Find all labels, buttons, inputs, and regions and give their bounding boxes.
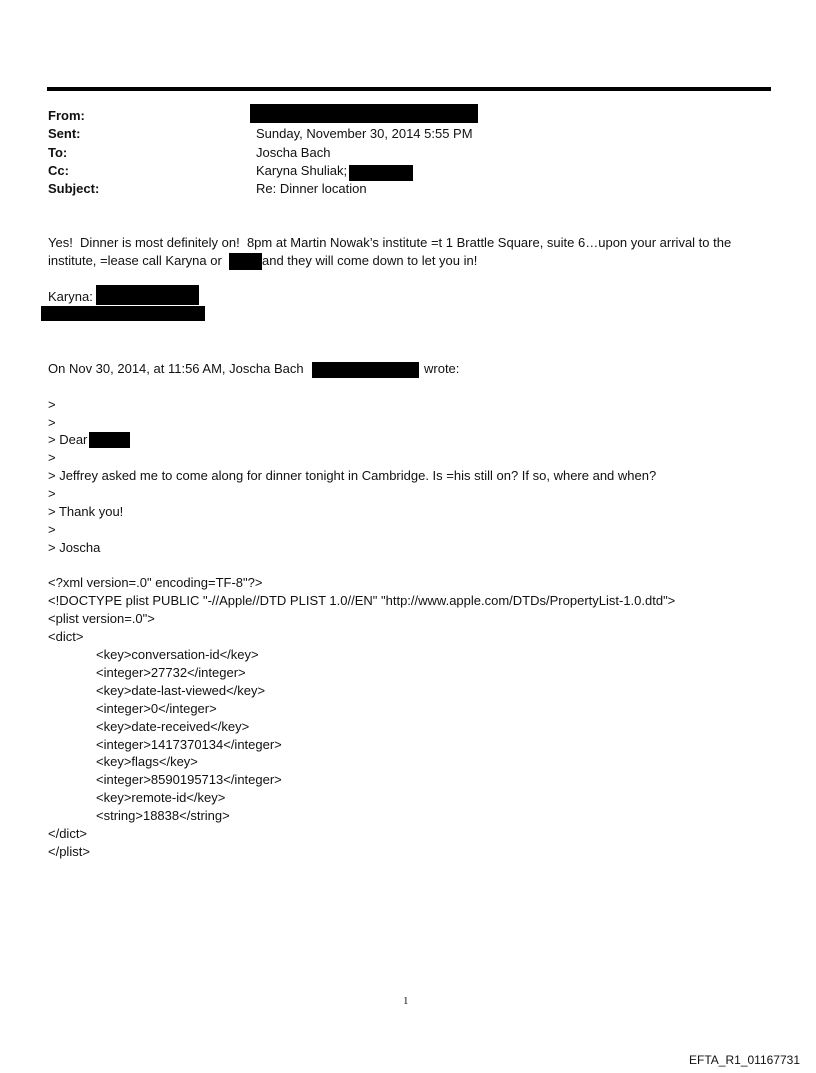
plist-line: <integer>1417370134</integer> xyxy=(96,737,282,752)
quote-line-6: > xyxy=(48,486,56,501)
plist-line: <plist version=.0"> xyxy=(48,611,155,626)
plist-line: <key>conversation-id</key> xyxy=(96,647,259,662)
body-line-2a: institute, =lease call Karyna or xyxy=(48,253,222,268)
cc-label: Cc: xyxy=(48,163,69,178)
plist-line: <integer>27732</integer> xyxy=(96,665,246,680)
plist-line: <key>remote-id</key> xyxy=(96,790,226,805)
page-number: 1 xyxy=(403,995,409,1007)
plist-line: <integer>0</integer> xyxy=(96,701,217,716)
document-id: EFTA_R1_01167731 xyxy=(689,1053,800,1067)
plist-line: <dict> xyxy=(48,629,84,644)
sent-label: Sent: xyxy=(48,126,81,141)
plist-line: <key>flags</key> xyxy=(96,754,198,769)
redaction-karyna-2 xyxy=(41,306,205,321)
redaction-dear xyxy=(89,432,130,448)
plist-line: <string>18838</string> xyxy=(96,808,230,823)
redaction-cc xyxy=(349,165,413,181)
redaction-body-name xyxy=(229,253,262,270)
plist-line: <key>date-received</key> xyxy=(96,719,250,734)
quote-intro-a: On Nov 30, 2014, at 11:56 AM, Joscha Bach xyxy=(48,361,304,376)
quote-line-8: > xyxy=(48,522,56,537)
sent-value: Sunday, November 30, 2014 5:55 PM xyxy=(256,126,473,141)
body-line-2b: and they will come down to let you in! xyxy=(262,253,478,268)
quote-line-1: > xyxy=(48,397,56,412)
plist-line: <!DOCTYPE plist PUBLIC "-//Apple//DTD PLIST 1.0//EN" "http://www.apple.com/DTDs/PropertyList-1.0.dtd"> xyxy=(48,593,676,608)
redaction-karyna-1 xyxy=(96,285,199,305)
plist-line: </dict> xyxy=(48,826,88,841)
quote-line-7: > Thank you! xyxy=(48,504,124,519)
quote-line-2: > xyxy=(48,415,56,430)
header-rule xyxy=(47,87,771,91)
plist-line: <key>date-last-viewed</key> xyxy=(96,683,266,698)
karyna-label: Karyna: xyxy=(48,289,93,304)
quote-line-4: > xyxy=(48,450,56,465)
quote-line-3: > Dear xyxy=(48,432,88,447)
to-value: Joscha Bach xyxy=(256,145,331,160)
redaction-from xyxy=(250,104,478,123)
cc-value: Karyna Shuliak; xyxy=(256,163,348,178)
redaction-email xyxy=(312,362,419,378)
subject-value: Re: Dinner location xyxy=(256,181,367,196)
quote-intro-b: wrote: xyxy=(424,361,460,376)
plist-line: <?xml version=.0" encoding=TF-8"?> xyxy=(48,575,263,590)
body-line-1: Yes! Dinner is most definitely on! 8pm at Martin Nowak’s institute =t 1 Brattle Square, suite 6…upon your arrival to the xyxy=(48,235,732,250)
quote-line-5: > Jeffrey asked me to come along for dinner tonight in Cambridge. Is =his still on? If so, where and when? xyxy=(48,468,657,483)
subject-label: Subject: xyxy=(48,181,100,196)
quote-line-9: > Joscha xyxy=(48,540,101,555)
plist-line: <integer>8590195713</integer> xyxy=(96,772,282,787)
to-label: To: xyxy=(48,145,68,160)
plist-line: </plist> xyxy=(48,844,90,859)
from-label: From: xyxy=(48,108,85,123)
